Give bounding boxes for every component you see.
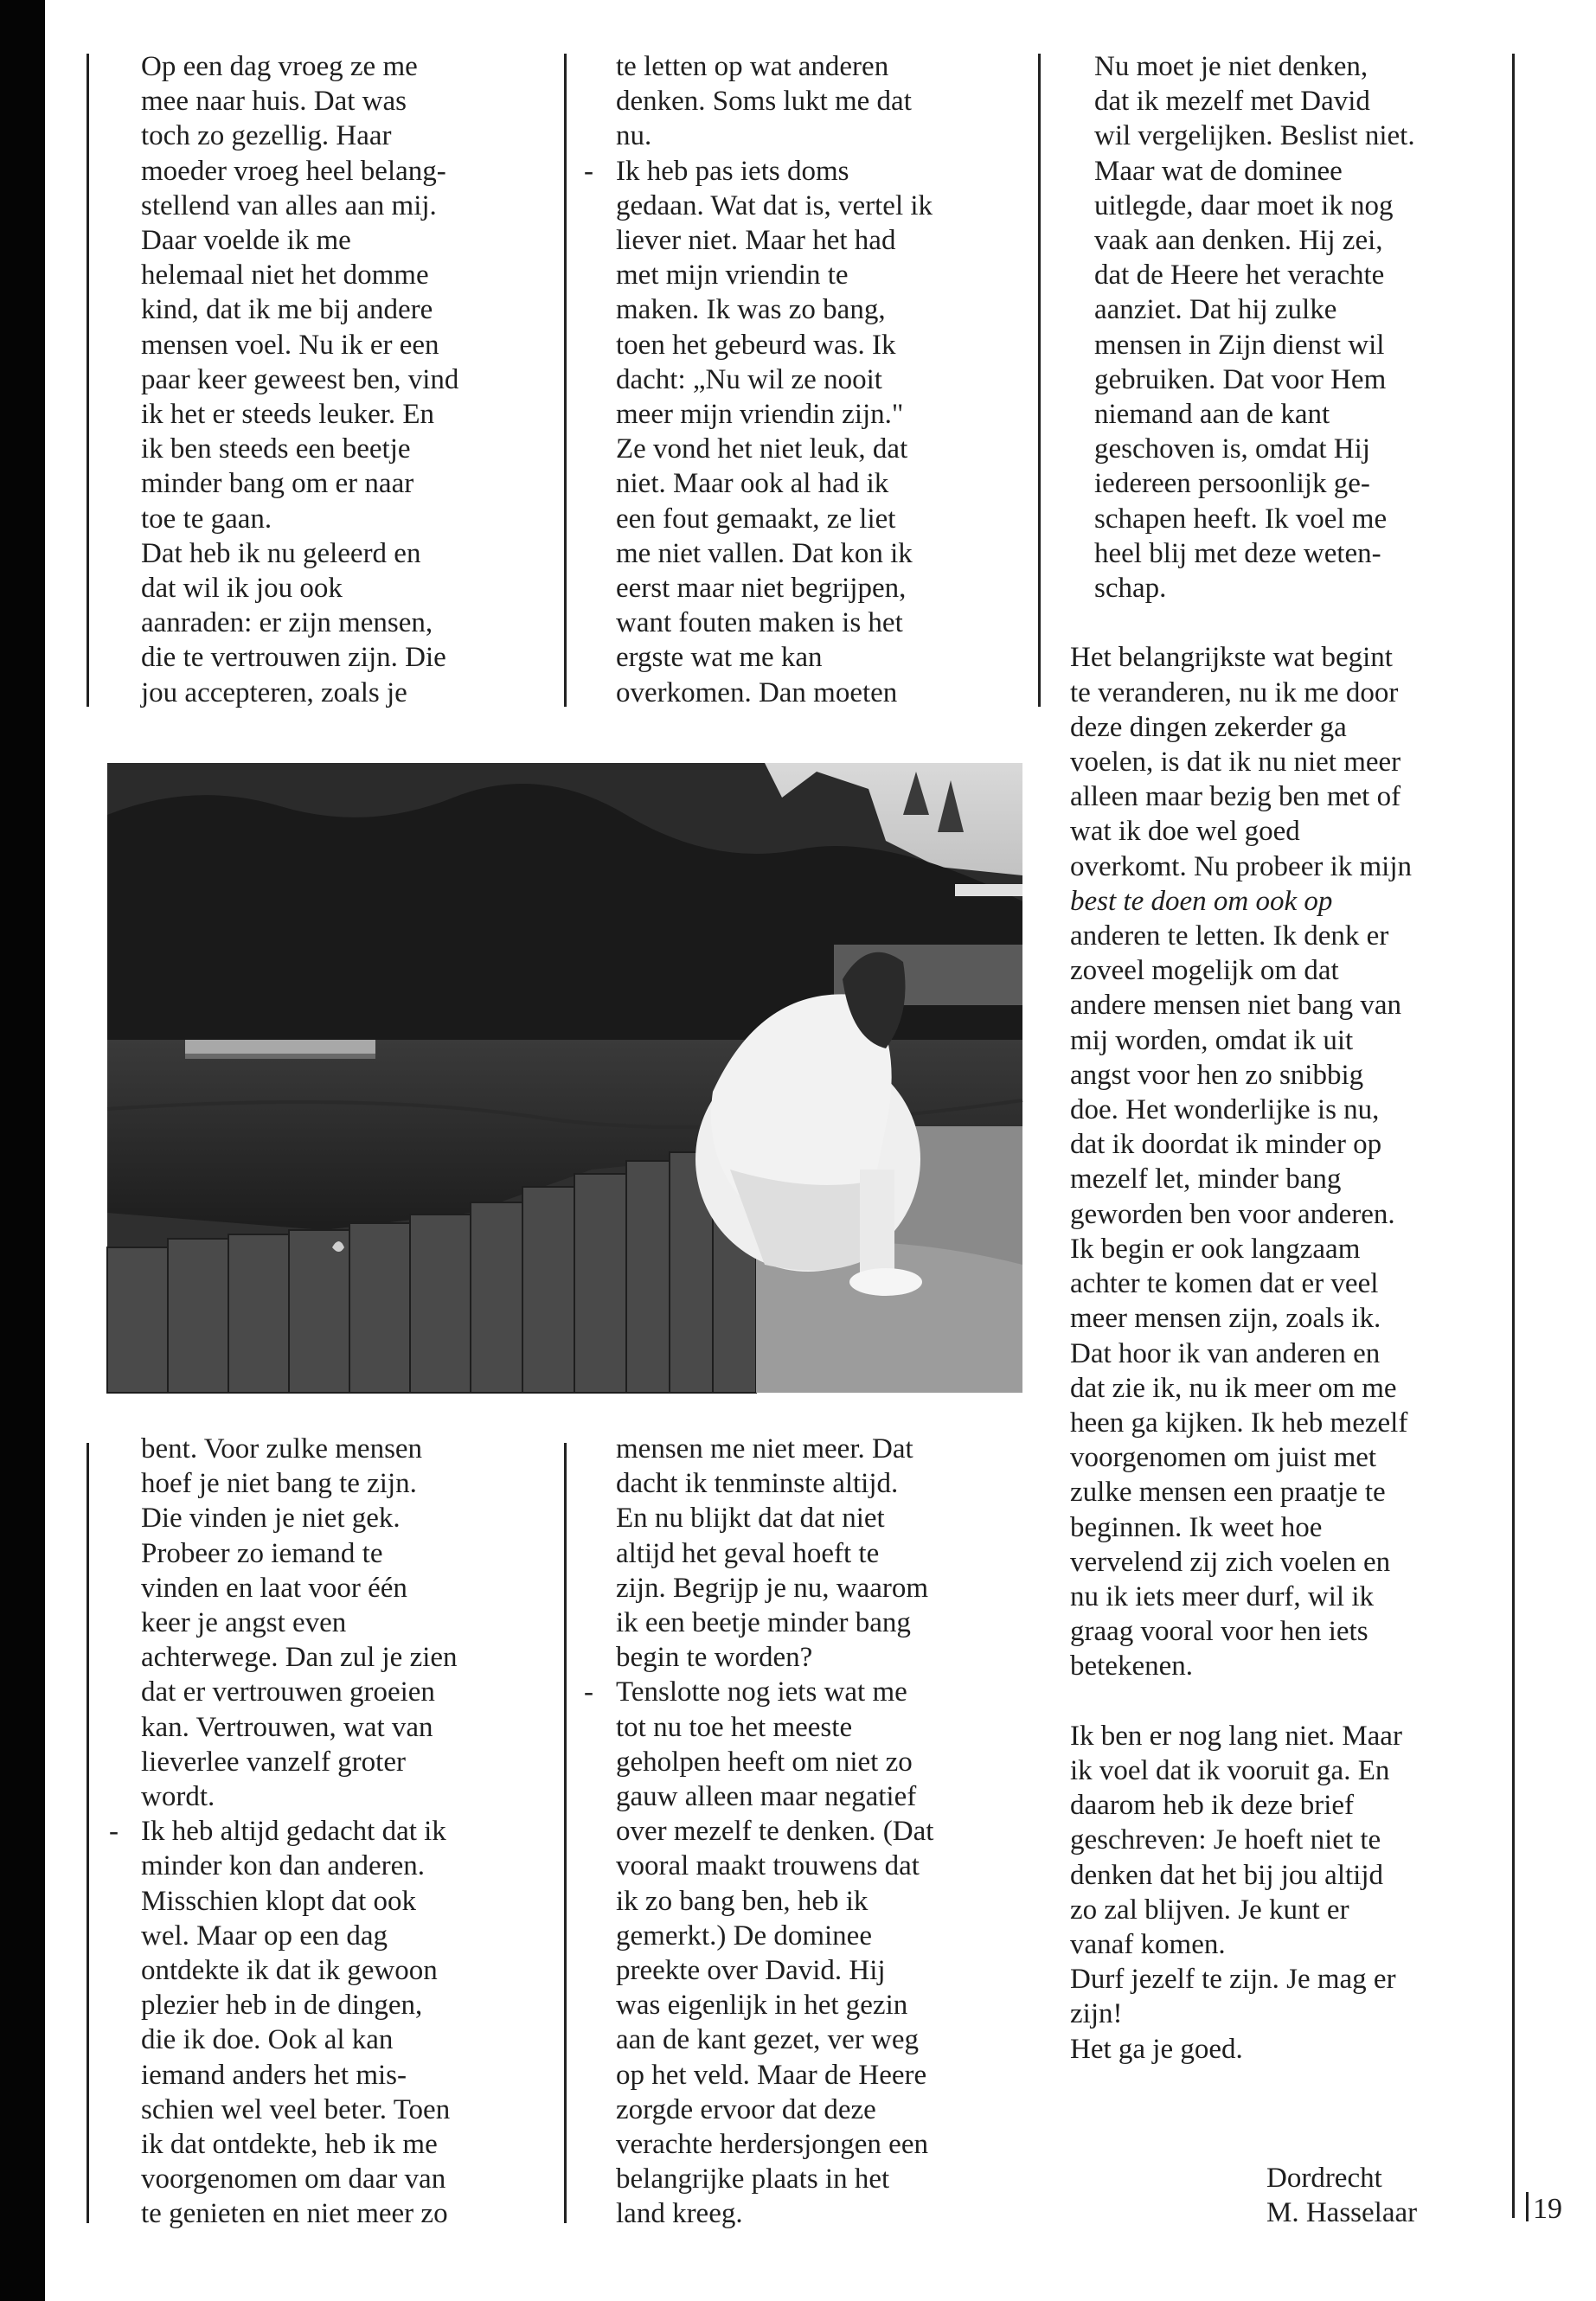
signature-author: M. Hasselaar <box>1266 2197 1418 2229</box>
text-line: tot nu toe het meeste <box>616 1711 853 1743</box>
text-line-dash: - Ik heb altijd gedacht dat ik <box>141 1814 458 1849</box>
text-line: geholpen heeft om niet zo <box>616 1746 913 1778</box>
text-line: wil vergelijken. Beslist niet. <box>1094 120 1415 152</box>
text-line: mij worden, omdat ik uit <box>1070 1024 1354 1056</box>
text-line: Nu moet je niet denken, <box>1094 51 1368 82</box>
text-line: verachte herdersjongen een <box>616 2129 928 2161</box>
text-line: doe. Het wonderlijke is nu, <box>1070 1094 1380 1126</box>
text-line: achter te komen dat er veel <box>1070 1268 1379 1300</box>
text-line: mensen me niet meer. Dat <box>616 1433 913 1465</box>
text-line: die te vertrouwen zijn. Die <box>141 642 446 674</box>
text-line: toe te gaan. <box>141 503 272 535</box>
text-line: aan de kant gezet, ver weg <box>616 2024 919 2056</box>
text-line: want fouten maken is het <box>616 607 903 639</box>
text-line: schapen heeft. Ik voel me <box>1094 503 1388 535</box>
text-line: angst voor hen zo snibbig <box>1070 1059 1364 1091</box>
text-line: wel. Maar op een dag <box>141 1920 388 1952</box>
page-left-border <box>0 0 45 2301</box>
text-column-2-top <box>616 49 933 710</box>
text-line: betekenen. <box>1070 1650 1194 1682</box>
text-line: daarom heb ik deze brief <box>1070 1790 1355 1822</box>
text-line: dat zie ik, nu ik meer om me <box>1070 1372 1397 1404</box>
text-line: Ik begin er ook langzaam <box>1070 1233 1361 1265</box>
column-rule-7 <box>1526 2192 1529 2221</box>
text-line: over mezelf te denken. (Dat <box>616 1816 934 1848</box>
text-line: vooral maakt trouwens dat <box>616 1850 920 1882</box>
column-rule-6 <box>564 1443 567 2223</box>
text-line: gemerkt.) De dominee <box>616 1920 872 1952</box>
column-rule-3 <box>1038 54 1041 707</box>
text-line: meer mensen zijn, zoals ik. <box>1070 1303 1381 1335</box>
text-column-1-top <box>141 49 458 710</box>
text-line: ik ben steeds een beetje <box>141 433 411 465</box>
text-line: Ik ben er nog lang niet. Maar <box>1070 1720 1402 1752</box>
text-line: jou accepteren, zoals je <box>141 676 407 708</box>
text-line: helemaal niet het domme <box>141 260 429 292</box>
text-line: voelen, is dat ik nu niet meer <box>1070 747 1401 779</box>
text-line: nu ik iets meer durf, wil ik <box>1070 1580 1375 1612</box>
text-line: op het veld. Maar de Heere <box>616 2059 927 2091</box>
text-line: Dat heb ik nu geleerd en <box>141 537 421 569</box>
author-signature <box>1266 2161 1417 2230</box>
text-line: vanaf komen. <box>1070 1928 1226 1960</box>
text-line: gebruiken. Dat voor Hem <box>1094 363 1387 395</box>
text-line: kan. Vertrouwen, wat van <box>141 1711 433 1743</box>
text-line: dacht ik tenminste altijd. <box>616 1468 899 1500</box>
text-line: dat ik doordat ik minder op <box>1070 1129 1382 1161</box>
text-line: deze dingen zekerder ga <box>1070 711 1347 743</box>
text-line: wat ik doe wel goed <box>1070 816 1300 848</box>
text-line: schap. <box>1094 573 1167 605</box>
text-line: zijn! <box>1070 1998 1123 2030</box>
text-line: keer je angst even <box>141 1607 347 1639</box>
text-line: zorgde ervoor dat deze <box>616 2093 876 2125</box>
text-line: Dat hoor ik van anderen en <box>1070 1337 1381 1369</box>
text-line: dat wil ik jou ook <box>141 573 343 605</box>
text-line: die ik doe. Ook al kan <box>141 2024 394 2056</box>
text-line: begin te worden? <box>616 1642 813 1674</box>
text-line: zo zal blijven. Je kunt er <box>1070 1894 1349 1926</box>
text-line: paar keer geweest ben, vind <box>141 363 459 395</box>
text-line: mezelf let, minder bang <box>1070 1163 1342 1195</box>
text-line: voorgenomen om juist met <box>1070 1442 1377 1474</box>
text-line: me niet vallen. Dat kon ik <box>616 537 913 569</box>
text-column-2-bottom <box>616 1432 933 2232</box>
text-line: vinden en laat voor één <box>141 1572 407 1604</box>
text-line: andere mensen niet bang van <box>1070 990 1402 1022</box>
text-line: denken dat het bij jou altijd <box>1070 1859 1384 1891</box>
text-line: best te doen om ook op <box>1070 885 1333 917</box>
text-line: Probeer zo iemand te <box>141 1537 383 1569</box>
text-column-3 <box>1070 49 1415 2067</box>
text-line: meer mijn vriendin zijn." <box>616 399 904 431</box>
text-line: toch zo gezellig. Haar <box>141 120 392 152</box>
text-line: zoveel mogelijk om dat <box>1070 955 1339 987</box>
text-line: te letten op wat anderen <box>616 51 889 82</box>
text-line: nu. <box>616 120 652 152</box>
text-line-dash: - Tenslotte nog iets wat me <box>616 1675 933 1709</box>
text-line: graag vooral voor hen iets <box>1070 1616 1368 1648</box>
text-line: zijn. Begrijp je nu, waarom <box>616 1572 929 1604</box>
text-line: gauw alleen maar negatief <box>616 1781 917 1813</box>
text-line: kind, dat ik me bij andere <box>141 294 433 326</box>
text-line: voorgenomen om daar van <box>141 2163 446 2195</box>
text-line: maken. Ik was zo bang, <box>616 294 886 326</box>
text-line: niet. Maar ook al had ik <box>616 468 889 500</box>
text-line: hoef je niet bang te zijn. <box>141 1468 417 1500</box>
column-rule-4 <box>1512 54 1515 2218</box>
text-line: aanraden: er zijn mensen, <box>141 607 433 639</box>
text-line: ik het er steeds leuker. En <box>141 399 435 431</box>
text-line: was eigenlijk in het gezin <box>616 1990 908 2022</box>
text-line: Op een dag vroeg ze me <box>141 51 418 82</box>
text-line: ik een beetje minder bang <box>616 1607 911 1639</box>
column-rule-2 <box>564 54 567 707</box>
text-line: lieverlee vanzelf groter <box>141 1746 406 1778</box>
text-line: alleen maar bezig ben met of <box>1070 781 1401 813</box>
text-line: aanziet. Dat hij zulke <box>1094 294 1337 326</box>
text-line: geschreven: Je hoeft niet te <box>1070 1824 1381 1856</box>
text-line: Durf jezelf te zijn. Je mag er <box>1070 1964 1396 1996</box>
text-line: schien wel veel beter. Toen <box>141 2093 451 2125</box>
text-line: Die vinden je niet gek. <box>141 1503 401 1535</box>
text-line: wordt. <box>141 1781 215 1813</box>
text-line: minder kon dan anderen. <box>141 1850 426 1882</box>
column-rule-1 <box>87 54 89 707</box>
text-line: beginnen. Ik weet hoe <box>1070 1511 1323 1543</box>
text-line: met mijn vriendin te <box>616 260 849 292</box>
text-line: ontdekte ik dat ik gewoon <box>141 1955 438 1987</box>
text-line: vaak aan denken. Hij zei, <box>1094 225 1383 257</box>
text-line: een fout gemaakt, ze liet <box>616 503 896 535</box>
text-line: overkomt. Nu probeer ik mijn <box>1070 850 1413 882</box>
signature-place: Dordrecht <box>1266 2163 1382 2194</box>
text-line: iedereen persoonlijk ge- <box>1094 468 1370 500</box>
text-line: preekte over David. Hij <box>616 1955 886 1987</box>
page-number: 19 <box>1533 2193 1562 2225</box>
text-line: anderen te letten. Ik denk er <box>1070 920 1389 952</box>
text-line: overkomen. Dan moeten <box>616 676 898 708</box>
text-line: minder bang om er naar <box>141 468 414 500</box>
text-line: plezier heb in de dingen, <box>141 1990 423 2022</box>
text-line: Ze vond het niet leuk, dat <box>616 433 908 465</box>
text-line: Daar voelde ik me <box>141 225 351 257</box>
text-line: eerst maar niet begrijpen, <box>616 573 907 605</box>
text-line: stellend van alles aan mij. <box>141 189 437 221</box>
text-line: geschoven is, omdat Hij <box>1094 433 1370 465</box>
text-line: moeder vroeg heel belang- <box>141 155 446 187</box>
text-line: belangrijke plaats in het <box>616 2163 890 2195</box>
text-line: ergste wat me kan <box>616 642 823 674</box>
text-line: Het belangrijkste wat begint <box>1070 642 1393 674</box>
text-line: vervelend zij zich voelen en <box>1070 1546 1391 1578</box>
text-line: dat er vertrouwen groeien <box>141 1676 435 1708</box>
text-line: En nu blijkt dat dat niet <box>616 1503 885 1535</box>
text-line: geworden ben voor anderen. <box>1070 1198 1395 1230</box>
paragraph-gap <box>1070 606 1415 640</box>
text-line: Het ga je goed. <box>1070 2033 1243 2065</box>
text-line: heel blij met deze weten- <box>1094 537 1381 569</box>
text-line: niemand aan de kant <box>1094 399 1330 431</box>
text-line: bent. Voor zulke mensen <box>141 1433 423 1465</box>
text-line: te genieten en niet meer zo <box>141 2198 448 2230</box>
text-line: mee naar huis. Dat was <box>141 86 407 118</box>
text-line: te veranderen, nu ik me door <box>1070 676 1399 708</box>
photo-girl-by-water <box>107 763 1022 1393</box>
text-line: dacht: „Nu wil ze nooit <box>616 363 882 395</box>
text-line: ik dat ontdekte, heb ik me <box>141 2129 438 2161</box>
text-line: mensen voel. Nu ik er een <box>141 329 439 361</box>
text-line: achterwege. Dan zul je zien <box>141 1642 458 1674</box>
column-rule-5 <box>87 1443 89 2223</box>
text-line: heen ga kijken. Ik heb mezelf <box>1070 1407 1408 1439</box>
text-line: dat de Heere het verachte <box>1094 260 1385 292</box>
text-line: ik zo bang ben, heb ik <box>616 1885 869 1917</box>
text-line: gedaan. Wat dat is, vertel ik <box>616 189 933 221</box>
text-line: altijd het geval hoeft te <box>616 1537 880 1569</box>
text-line: land kreeg. <box>616 2198 743 2230</box>
text-line: ik voel dat ik vooruit ga. En <box>1070 1754 1390 1786</box>
text-line: liever niet. Maar het had <box>616 225 896 257</box>
text-line: dat ik mezelf met David <box>1094 86 1370 118</box>
text-line: uitlegde, daar moet ik nog <box>1094 189 1394 221</box>
text-line: mensen in Zijn dienst wil <box>1094 329 1385 361</box>
text-line: zulke mensen een praatje te <box>1070 1477 1386 1509</box>
text-line: denken. Soms lukt me dat <box>616 86 912 118</box>
text-line: Maar wat de dominee <box>1094 155 1343 187</box>
text-line: iemand anders het mis- <box>141 2059 407 2091</box>
text-column-1-bottom <box>141 1432 458 2232</box>
text-line: Misschien klopt dat ook <box>141 1885 417 1917</box>
paragraph-gap <box>1070 1684 1415 1719</box>
text-line-dash: - Ik heb pas iets doms <box>616 154 933 189</box>
text-line: toen het gebeurd was. Ik <box>616 329 896 361</box>
